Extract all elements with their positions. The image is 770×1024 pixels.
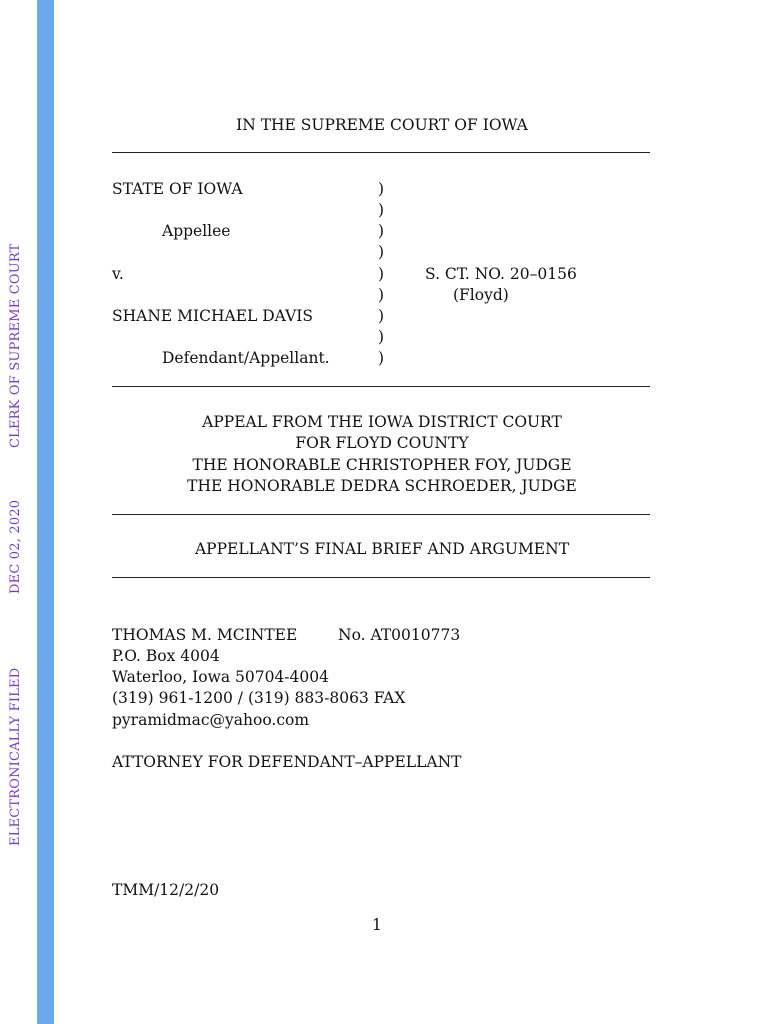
divider <box>112 152 650 153</box>
caption-paren: ) <box>378 286 385 304</box>
appeal-line-1: APPEAL FROM THE IOWA DISTRICT COURT <box>202 413 562 431</box>
attorney-bar-number: No. AT0010773 <box>338 626 461 644</box>
caption-paren: ) <box>378 349 385 367</box>
caption-paren: ) <box>378 243 385 261</box>
defendant-role: Defendant/Appellant. <box>162 349 330 367</box>
court-heading: IN THE SUPREME COURT OF IOWA <box>236 116 528 134</box>
attorney-email: pyramidmac@yahoo.com <box>112 711 310 729</box>
caption-paren: ) <box>378 328 385 346</box>
plaintiff-role: Appellee <box>162 222 231 240</box>
brief-title: APPELLANT’S FINAL BRIEF AND ARGUMENT <box>194 540 570 558</box>
caption-paren: ) <box>378 307 385 325</box>
filing-stripe <box>37 0 54 1024</box>
attorney-address-line-1: P.O. Box 4004 <box>112 647 220 665</box>
footer-initials: TMM/12/2/20 <box>112 881 220 899</box>
divider <box>112 514 650 515</box>
divider <box>112 386 650 387</box>
appeal-line-3: THE HONORABLE CHRISTOPHER FOY, JUDGE <box>192 456 572 474</box>
attorney-role: ATTORNEY FOR DEFENDANT–APPELLANT <box>112 753 462 771</box>
county-note: (Floyd) <box>453 286 509 304</box>
plaintiff-name: STATE OF IOWA <box>112 180 243 198</box>
caption-paren: ) <box>378 222 385 240</box>
caption-paren: ) <box>378 180 385 198</box>
attorney-name: THOMAS M. MCINTEE <box>112 626 298 644</box>
attorney-phone: (319) 961-1200 / (319) 883-8063 FAX <box>112 689 406 707</box>
caption-paren: ) <box>378 265 385 283</box>
caption-paren: ) <box>378 201 385 219</box>
page-number: 1 <box>372 916 382 934</box>
appeal-line-4: THE HONORABLE DEDRA SCHROEDER, JUDGE <box>187 477 577 495</box>
appeal-line-2: FOR FLOYD COUNTY <box>295 434 469 452</box>
versus: v. <box>112 265 124 283</box>
attorney-address-line-2: Waterloo, Iowa 50704-4004 <box>112 668 329 686</box>
divider <box>112 577 650 578</box>
defendant-name: SHANE MICHAEL DAVIS <box>112 307 314 325</box>
case-number: S. CT. NO. 20–0156 <box>425 265 577 283</box>
